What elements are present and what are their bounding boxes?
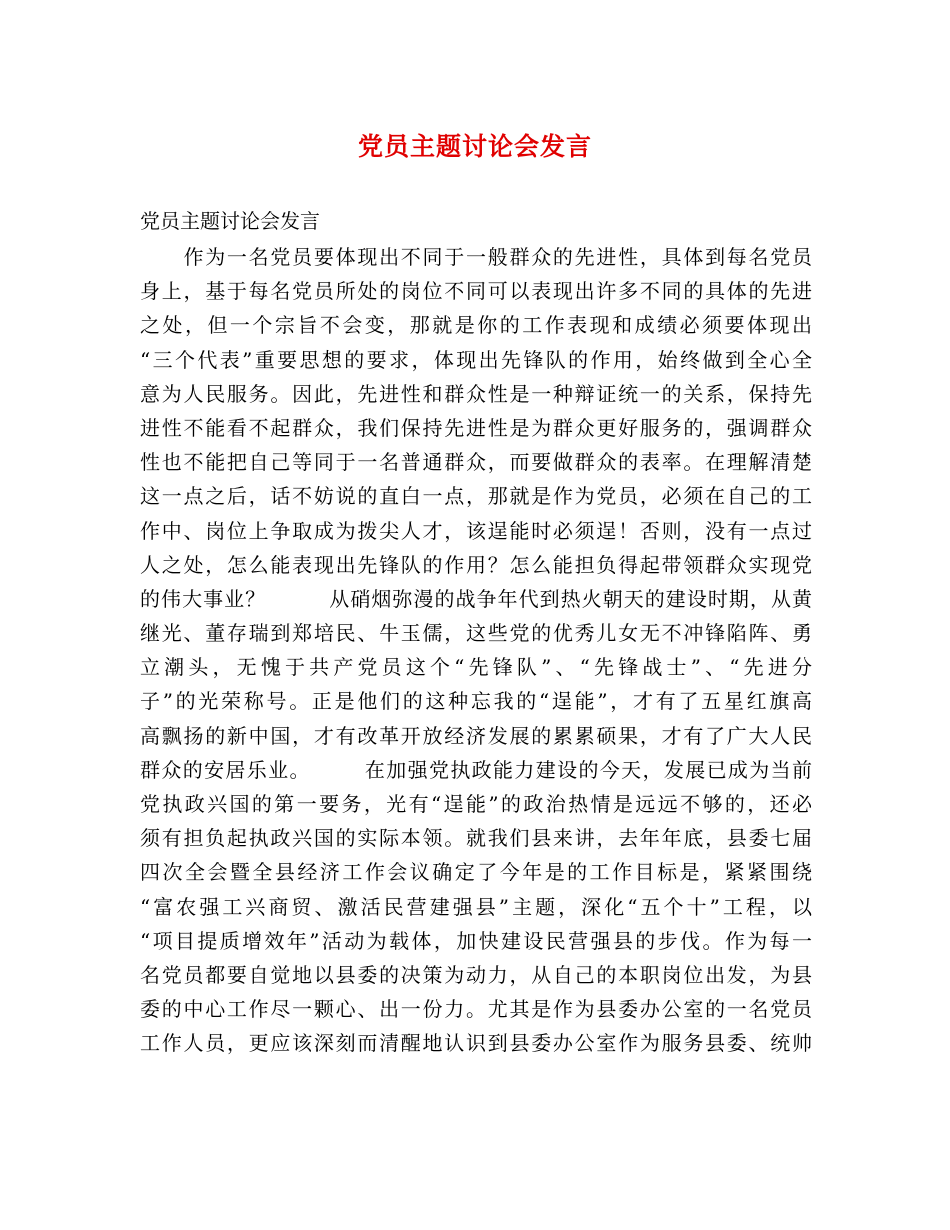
document-title: 党员主题讨论会发言 [357,132,592,161]
body-line: 立潮头，无愧于共产党员这个“先锋队”、“先锋战士”、“先进分 [140,655,812,680]
body-line: 名党员都要自觉地以县委的决策为动力，从自己的本职岗位出发，为县 [140,962,812,987]
body-line: 作中、岗位上争取成为拨尖人才，该逞能时必须逞！否则，没有一点过 [140,518,812,543]
body-line: 高飘扬的新中国，才有改革开放经济发展的累累硕果，才有了广大人民 [140,723,812,748]
body-line: 委的中心工作尽一颗心、出一份力。尤其是作为县委办公室的一名党员 [140,997,812,1022]
body-line: 身上，基于每名党员所处的岗位不同可以表现出许多不同的具体的先进 [140,279,812,304]
body-line: 作为一名党员要体现出不同于一般群众的先进性，具体到每名党员 [140,245,812,269]
body-line: 继光、董存瑞到郑培民、牛玉儒，这些党的优秀儿女无不冲锋陷阵、勇 [140,621,812,646]
body-line: 意为人民服务。因此，先进性和群众性是一种辩证统一的关系，保持先 [140,381,812,406]
body-line: 之处，但一个宗旨不会变，那就是你的工作表现和成绩必须要体现出 [140,313,812,338]
document-body [140,240,812,1061]
body-line: “三个代表”重要思想的要求，体现出先锋队的作用，始终做到全心全 [140,347,812,372]
body-line: “富农强工兴商贸、激活民营建强县”主题，深化“五个十”工程，以 [140,894,812,919]
body-line: 进性不能看不起群众，我们保持先进性是为群众更好服务的，强调群众 [140,415,812,440]
body-line: 四次全会暨全县经济工作会议确定了今年是的工作目标是，紧紧围绕 [140,860,812,885]
document-subtitle: 党员主题讨论会发言 [140,209,320,233]
body-line: 这一点之后，话不妨说的直白一点，那就是作为党员，必须在自己的工 [140,484,812,509]
body-line: 党执政兴国的第一要务，光有“逞能”的政治热情是远远不够的，还必 [140,792,812,816]
body-line: “项目提质增效年”活动为载体，加快建设民营强县的步伐。作为每一 [140,928,812,953]
body-line: 须有担负起执政兴国的实际本领。就我们县来讲，去年年底，县委七届 [140,826,812,851]
body-line: 群众的安居乐业。 在加强党执政能力建设的今天，发展已成为当前 [140,757,812,782]
body-line: 子”的光荣称号。正是他们的这种忘我的“逞能”，才有了五星红旗高 [140,689,812,714]
body-line: 的伟大事业？ 从硝烟弥漫的战争年代到热火朝天的建设时期，从黄 [140,586,812,611]
body-line: 工作人员，更应该深刻而清醒地认识到县委办公室作为服务县委、统帅 [140,1031,812,1056]
body-line: 性也不能把自己等同于一名普通群众，而要做群众的表率。在理解清楚 [140,450,812,475]
body-line: 人之处，怎么能表现出先锋队的作用？怎么能担负得起带领群众实现党 [140,552,812,577]
